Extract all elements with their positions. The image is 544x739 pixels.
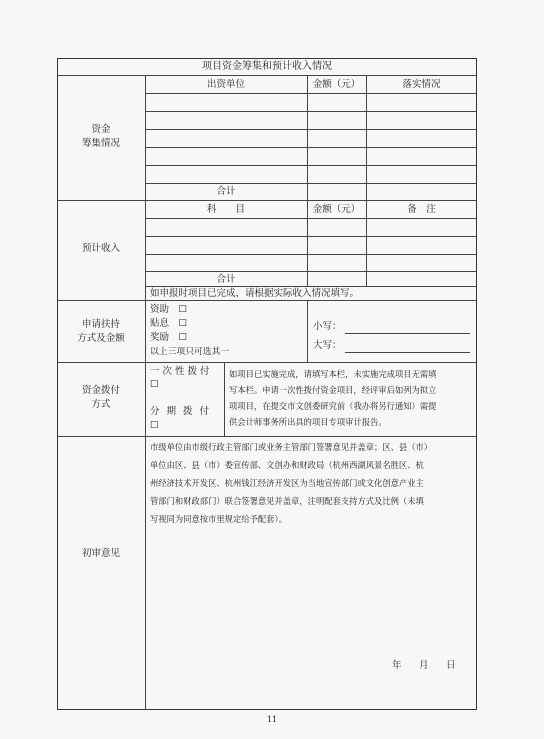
- row-divider: [145, 218, 477, 219]
- disbursement-desc: 供会计师事务所出具的项目专项审计报告。: [229, 417, 387, 427]
- column-header: 落实情况: [402, 79, 441, 90]
- column-header: 备 注: [407, 204, 436, 215]
- column-header: 金额（元）: [312, 79, 361, 90]
- disbursement-desc: 如项目已实施完成，请填写本栏，未实施完成项目无需填: [229, 369, 437, 379]
- page-number: 11: [266, 715, 278, 724]
- section-divider: [57, 300, 477, 301]
- column-divider: [307, 300, 308, 362]
- column-divider: [307, 75, 308, 286]
- row-divider: [145, 236, 477, 237]
- amount-lowercase-field[interactable]: [345, 333, 470, 334]
- column-header: 出资单位: [206, 79, 245, 90]
- row-divider: [145, 165, 477, 166]
- option-installment[interactable]: 分 期 拨 付: [150, 406, 212, 417]
- funding-label: 资金: [91, 124, 111, 135]
- income-label: 预计收入: [81, 243, 120, 254]
- disbursement-desc: 项项目，在提交市文创委研究前（我办将另行通知）需提: [229, 401, 437, 411]
- amount-lowercase-label: 小写：: [313, 321, 342, 332]
- section-divider: [57, 200, 477, 201]
- label-column-divider: [145, 75, 146, 710]
- income-total-label: 合计: [216, 274, 236, 285]
- review-label: 初审意见: [81, 548, 120, 559]
- column-divider: [366, 75, 367, 286]
- row-divider: [145, 271, 477, 272]
- review-instructions: 州经济技术开发区、杭州钱江经济开发区为当地宣传部门或文化创意产业主: [150, 478, 424, 488]
- column-header: 金额（元）: [312, 204, 361, 215]
- row-divider: [145, 147, 477, 148]
- section-divider: [57, 362, 477, 363]
- row-divider: [145, 254, 477, 255]
- row-divider: [145, 93, 477, 94]
- support-label: 方式及金额: [77, 333, 125, 344]
- column-header: 科 目: [206, 204, 245, 215]
- amount-uppercase-label: 大写：: [313, 340, 342, 351]
- disbursement-label: 资金拨付: [81, 385, 120, 396]
- one-time-checkbox[interactable]: ☐: [150, 379, 159, 390]
- form-title: 项目资金筹集和预计收入情况: [202, 61, 332, 72]
- row-divider: [145, 129, 477, 130]
- row-divider: [145, 111, 477, 112]
- review-date: 年 月 日: [392, 660, 460, 671]
- row-divider: [145, 183, 477, 184]
- review-instructions: 单位由区、县（市）委宣传部、文创办和财政局（杭州西湖风景名胜区、杭: [150, 460, 424, 470]
- review-instructions: 管部门和财政部门）联合签署意见并盖章，注明配套支持方式及比例（未填: [150, 496, 424, 506]
- option-one-time[interactable]: 一次性拨付: [150, 366, 213, 377]
- row-divider: [145, 286, 477, 287]
- option-subsidy[interactable]: 资助 ☐: [150, 304, 188, 315]
- income-note: 如申报时项目已完成，请根据实际收入情况填写。: [150, 288, 360, 299]
- option-note: 以上三项只可选其一: [150, 347, 230, 357]
- option-reward[interactable]: 奖励 ☐: [150, 332, 188, 343]
- review-instructions: 写视同为同意按市里规定给予配套）。: [150, 514, 287, 524]
- option-interest[interactable]: 贴息 ☐: [150, 318, 188, 329]
- disbursement-label: 方式: [91, 399, 111, 410]
- disbursement-desc: 写本栏。申请一次性拨付资金项目，经评审后如列为拟立: [229, 385, 437, 395]
- funding-total-label: 合计: [216, 186, 236, 197]
- support-label: 申请扶持: [81, 319, 120, 330]
- row-divider: [57, 75, 477, 76]
- amount-uppercase-field[interactable]: [345, 352, 470, 353]
- installment-checkbox[interactable]: ☐: [150, 420, 159, 431]
- review-instructions: 市级单位由市级行政主管部门或业务主管部门签署意见并盖章；区、县（市）: [150, 442, 433, 452]
- funding-label: 筹集情况: [81, 138, 120, 149]
- section-divider: [57, 436, 477, 437]
- column-divider: [224, 362, 225, 436]
